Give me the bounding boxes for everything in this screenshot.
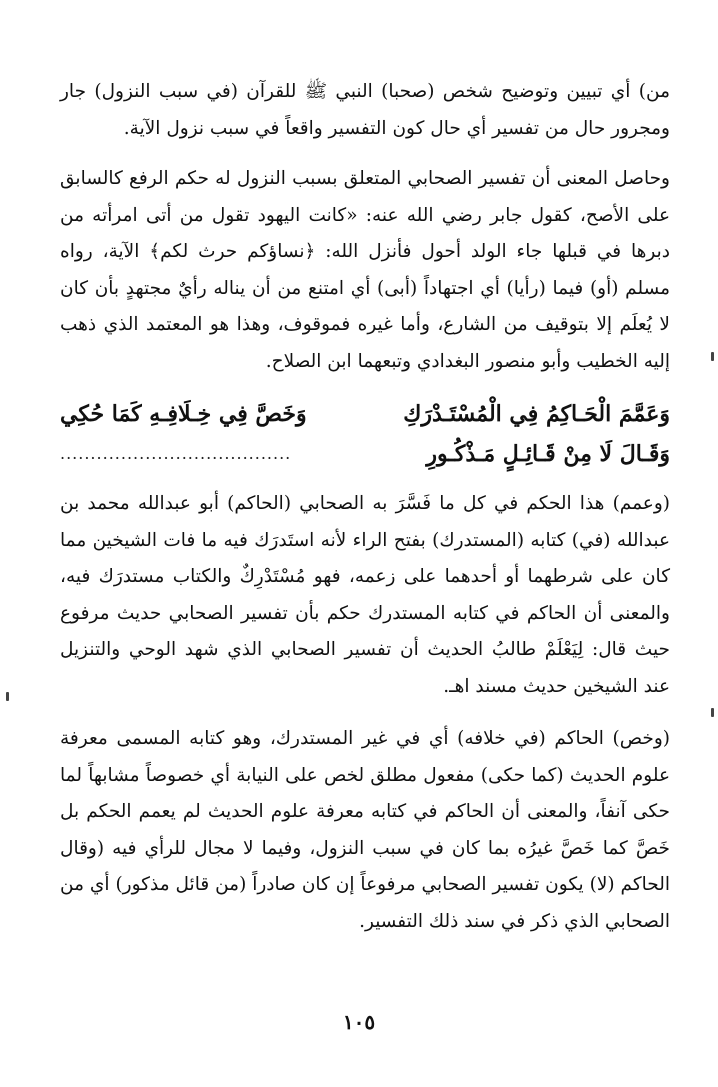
- margin-mark-left: [6, 692, 9, 701]
- margin-mark-right: [711, 352, 714, 361]
- margin-mark-right-lower: [711, 708, 714, 717]
- verse-line-2-dots: ......................................: [60, 444, 292, 463]
- paragraph-2: وحاصل المعنى أن تفسير الصحابي المتعلق بسبب النزول له حكم الرفع كالسابق على الأصح، كقول جابر رضي الله عنه: «كانت اليهود تقول من أتى امرأته من دبرها في قبلها جاء الولد أحول فأنزل الله: ﴿نساؤكم حرث لكم﴾ الآية، رواه مسلم (أو) فيما (رأيا) أي اجتهاداً (أبى) أي امتنع من أن يناله رأيٌ مجتهدٍ بأن كان لا يُعلَم إلا بتوقيف من الشارع، وأما غيره فموقوف، وهذا هو المعتمد الذي ذهب إليه الخطيب وأبو منصور البغدادي وتبعهما ابن الصلاح.: [60, 168, 670, 372]
- verse-line-1-left: وَخَصَّ فِي خِـلَافِـهِ كَمَا حُكِي: [60, 401, 307, 427]
- paragraph-4: (وخص) الحاكم (في خلافه) أي في غير المستدرك، وهو كتابه المسمى معرفة علوم الحديث (كما حكى) مفعول مطلق لخص على النيابة أي خصوصاً مشابهاً لما حكى آنفاً، والمعنى أن الحاكم في كتابه معرفة علوم الحديث لم يعمم الحكم بل خَصَّ كما خَصَّ غيرُه بما كان في سبب النزول، وفيما لا مجال للرأي فيه (وقال الحاكم (لا) يكون تفسير الصحابي مرفوعاً إن كان صادراً (من قائل مذكور) أي من الصحابي الذي ذكر في سند ذلك التفسير.: [60, 728, 670, 932]
- verse-line-1: [60, 394, 670, 434]
- verse-block: [60, 394, 670, 474]
- page-body: [60, 74, 670, 940]
- verse-line-2: [60, 434, 670, 474]
- verse-line-1-right: وَعَمَّمَ الْحَـاكِمُ فِي الْمُسْتَـدْرَكِ: [403, 401, 670, 427]
- paragraph-3: (وعمم) هذا الحكم في كل ما فَسَّرَ به الصحابي (الحاكم) أبو عبدالله محمد بن عبدالله (في) كتابه (المستدرك) بفتح الراء لأنه استَدرَك فيه ما فات الشيخين مما كان على شرطهما أو أحدهما على زعمه، فهو مُسْتَدْرِكٌ والكتاب مستدرَك فيه، والمعنى أن الحاكم في كتابه المستدرك حكم بأن تفسير الصحابي حديث مرفوع حيث قال: لِيَعْلَمْ طالبُ الحديث أن تفسير الصحابي الذي شهد الوحي والتنزيل عند الشيخين حديث مسند اهـ.: [60, 493, 670, 697]
- page-number: ١٠٥: [342, 1010, 376, 1034]
- verse-line-2-right: وَقَـالَ لَا مِنْ قَـائِـلٍ مَـذْكُـورِ: [426, 441, 670, 467]
- paragraph-1: من) أي تبيين وتوضيح شخص (صحبا) النبي ﷺ للقرآن (في سبب النزول) جار ومجرور حال من تفسير أي حال كون التفسير واقعاً في سبب نزول الآية.: [60, 81, 670, 139]
